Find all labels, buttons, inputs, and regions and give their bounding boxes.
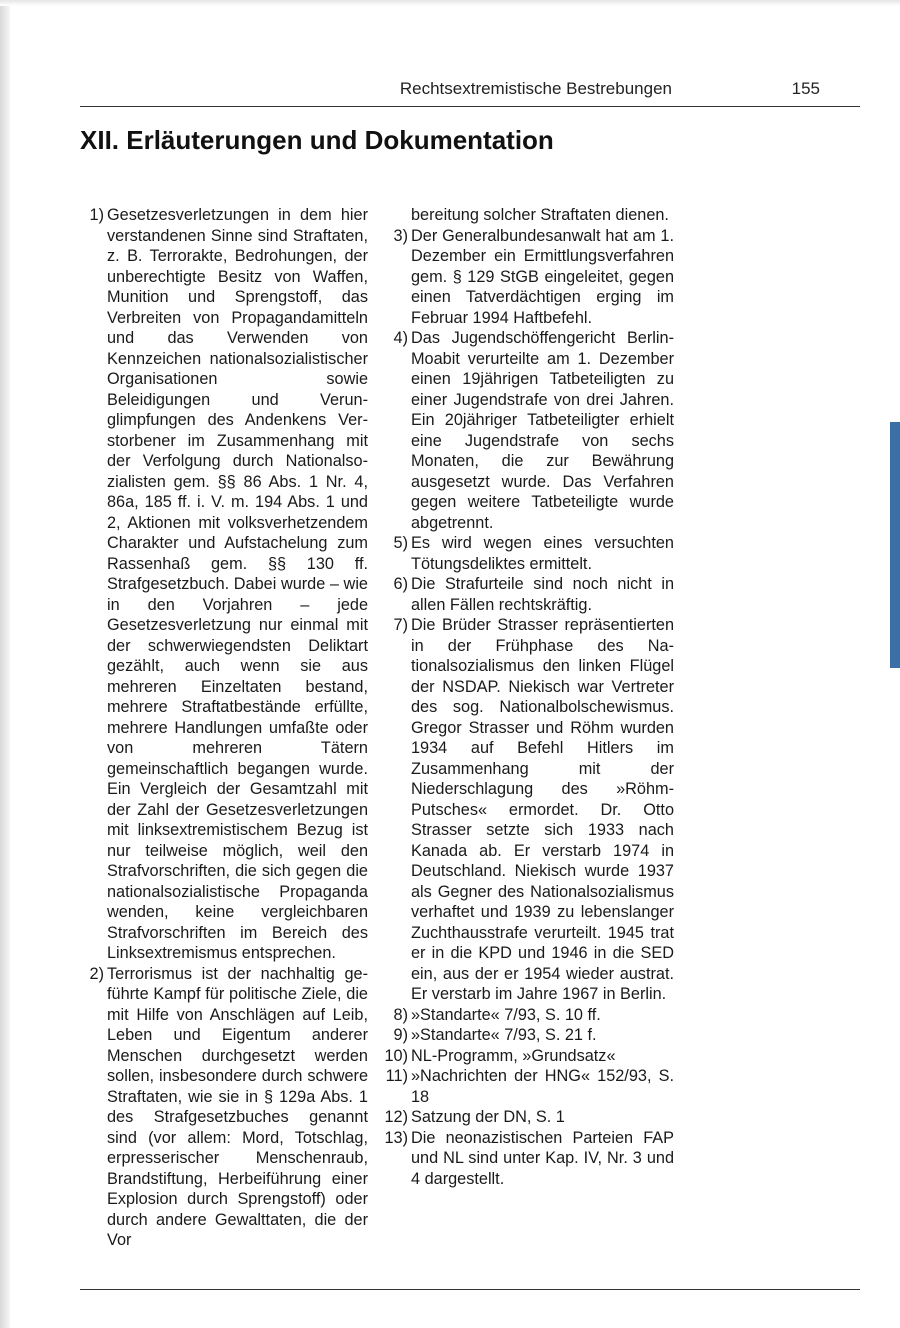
- footnote-number: 3): [393, 226, 408, 245]
- footnote-text: »Standarte« 7/93, S. 10 ff.: [411, 1005, 601, 1024]
- footnote-text: NL-Programm, »Grundsatz«: [411, 1046, 616, 1065]
- footnote-text: Terrorismus ist der nachhaltig geführte Kampf für politische Ziele, die mit Hilfe von Anschlägen auf Leib, Leben und Eigentum anderer Menschen durchgesetzt werden sollen, insbesondere durch schwere Straftaten, wie sie in § 129a Abs. 1 des Strafgesetzbuches genannt sind (vor allem: Mord, Totschlag, erpresserischer Menschenraub, Brandstiftung, Herbeiführung einer Explosion durch Sprengstoff) oder durch andere Gewalttaten, die der Vor: [107, 964, 368, 1249]
- footnote-text: Die Brüder Strasser repräsentierten in der Frühphase des Nationalsozialismus den linken Flügel der NSDAP. Niekisch war Vertreter des sog. Nationalbolschewismus. Gregor Strasser und Röhm wurden 1934 auf Befehl Hitlers im Zusammenhang mit der Niederschlagung des »Röhm-Putsches« ermordet. Dr. Otto Strasser setzte sich 1933 nach Kanada ab. Er verstarb 1974 in Deutschland. Niekisch wurde 1937 als Gegner des Nationalsozialismus verhaftet und 1939 zu lebenslanger Zuchthausstrafe verurteilt. 1945 trat er in die KPD und 1946 in die SED ein, aus der er 1954 wieder austrat. Er verstarb im Jahre 1967 in Berlin.: [411, 616, 674, 1003]
- page-binding-edge: [0, 0, 10, 1328]
- footnote-number: 6): [393, 575, 408, 593]
- footnote-12: [384, 1107, 674, 1128]
- chapter-title: XII. Erläuterungen und Dokumentation: [80, 125, 554, 155]
- footnote-9: [384, 1025, 674, 1046]
- footnote-text: Satzung der DN, S. 1: [411, 1108, 565, 1126]
- footnote-6: [384, 574, 674, 615]
- running-head: [80, 78, 860, 102]
- footnote-number: 10): [384, 1046, 408, 1065]
- chapter-thumb-tab: [890, 422, 900, 668]
- footnote-text: Die neonazistischen Parteien FAP und NL sind unter Kap. IV, Nr. 3 und 4 dargestellt.: [411, 1128, 674, 1188]
- footnote-text: Gesetzesverletzungen in dem hier verstandenen Sinne sind Straftaten, z. B. Terrorakte, Bedrohungen, der unberechtigte Besitz von Waffen, Munition und Sprengstoff, das Verbreiten von Propagandamitteln und das Verwenden von Kennzeichen nationalsozialistischer Organisationen sowie Beleidigungen und Verunglimpfungen des Andenkens Verstorbener im Zusammenhang mit der Verfolgung durch Nationalsozialisten gem. §§ 86 Abs. 1 Nr. 4, 86a, 185 ff. i. V. m. 194 Abs. 1 und 2, Aktionen mit volksverhetzendem Charakter und Aufstachelung zum Rassenhaß gem. §§ 130 ff. Strafgesetzbuch. Dabei wurde – wie in den Vorjahren – jede Gesetzesverletzung nur einmal mit der schwerwiegendsten Deliktart gezählt, auch wenn sie aus mehreren Einzeltaten bestand, mehrere Straftatbestände erfüllte, mehrere Handlungen umfaßte oder von mehreren Tätern gemeinschaftlich begangen wurde. Ein Vergleich der Gesamtzahl mit der Zahl der Gesetzesverletzungen mit linksextremistischem Bezug ist nur teilweise möglich, weil den Strafvorschriften, die sich gegen die nationalsozialistische Propaganda wenden, keine vergleichbaren Strafvorschriften im Bereich des Linksextremismus entsprechen.: [107, 206, 368, 962]
- footnote-number: 4): [393, 329, 408, 347]
- footnote-7: [384, 615, 674, 1005]
- footnote-3: [384, 226, 674, 329]
- notes-column-left: [80, 205, 368, 1251]
- footnote-text: »Standarte« 7/93, S. 21 f.: [411, 1026, 597, 1044]
- page-number: 155: [791, 79, 820, 98]
- footnote-2-continued: [384, 205, 674, 226]
- footer-rule: [80, 1289, 860, 1290]
- footnote-8: [384, 1005, 674, 1026]
- footnote-5: [384, 533, 674, 574]
- footnote-text: Das Jugendschöffengericht Berlin-Moabit verurteilte am 1. Dezember einen 19jährigen Tatbeteiligten zu einer Jugendstrafe von drei Jahren. Ein 20jähriger Tatbeteiligter erhielt eine Jugendstrafe von sechs Monaten, die zur Bewährung ausgesetzt wurde. Das Verfahren gegen weitere Tatbeteiligte wurde abgetrennt.: [411, 329, 674, 532]
- footnote-4: [384, 328, 674, 533]
- running-head-title: Rechtsextremistische Bestrebungen: [399, 79, 672, 98]
- footnote-number: 1): [89, 206, 104, 224]
- page-top-edge: [0, 0, 900, 6]
- notes-column-right: [384, 205, 674, 1189]
- footnote-text: Die Strafurteile sind noch nicht in allen Fällen rechtskräftig.: [411, 575, 674, 614]
- footnote-number: 13): [384, 1128, 408, 1147]
- footnote-10: [384, 1046, 674, 1067]
- footnote-text: bereitung solcher Straftaten dienen.: [411, 206, 669, 224]
- footnote-text: Es wird wegen eines versuchten Tötungsdeliktes ermittelt.: [411, 534, 674, 573]
- footnote-number: 5): [393, 534, 408, 552]
- footnote-number: 11): [385, 1067, 408, 1085]
- footnote-text: Der Generalbundesanwalt hat am 1. Dezember ein Ermittlungsverfahren gem. § 129 StGB eingeleitet, gegen einen Tatverdächtigen erging im Februar 1994 Haftbefehl.: [411, 226, 674, 327]
- header-rule: [80, 106, 860, 107]
- footnote-number: 9): [393, 1026, 408, 1044]
- footnote-11: [384, 1066, 674, 1107]
- footnote-number: 12): [384, 1108, 408, 1126]
- footnote-text: »Nachrichten der HNG« 152/93, S. 18: [411, 1067, 674, 1106]
- footnote-number: 8): [393, 1005, 408, 1024]
- footnote-number: 7): [393, 616, 408, 634]
- footnote-1: [80, 205, 368, 964]
- footnote-13: [384, 1128, 674, 1190]
- footnote-number: 2): [89, 964, 104, 983]
- footnote-2: [80, 964, 368, 1251]
